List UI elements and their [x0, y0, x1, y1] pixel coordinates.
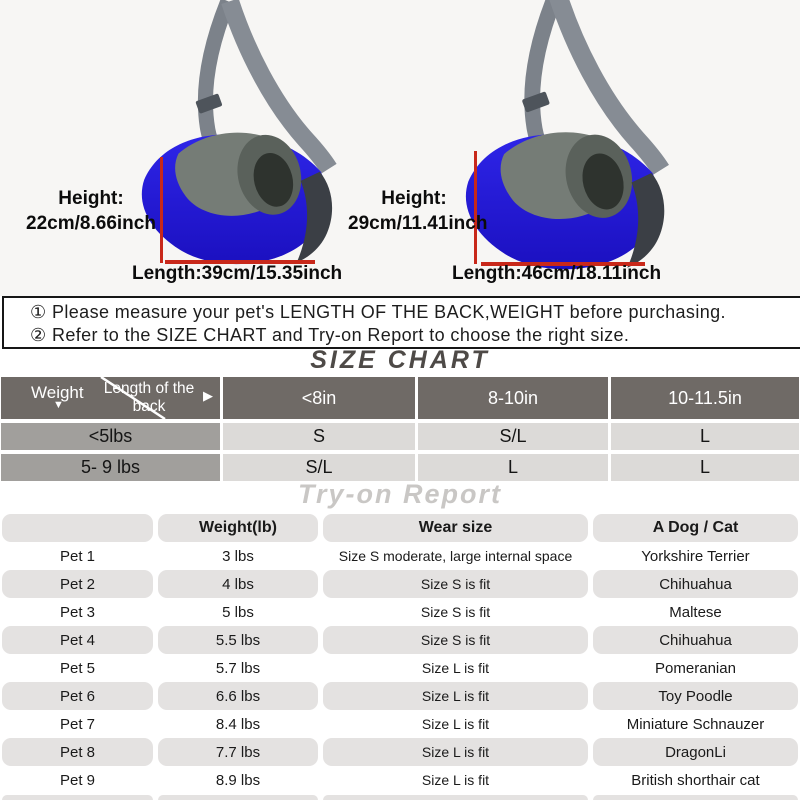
size-chart-cell: L [611, 454, 799, 481]
tryon-pet-wear-size: Size L is fit [323, 682, 588, 710]
size-chart-cell: L [418, 454, 608, 481]
height-label-large [348, 186, 488, 236]
size-chart-corner-cell [1, 377, 220, 419]
arrow-right-icon: ▶ [203, 388, 213, 403]
tryon-pet-breed: Pomeranian [593, 654, 798, 682]
tryon-pet-weight: 3 lbs [158, 542, 318, 570]
height-caption: Height: [58, 188, 124, 209]
tryon-pet-name: Pet 5 [2, 654, 153, 682]
tryon-pet-wear-size: Size L is fit [323, 766, 588, 794]
tryon-pet-name: Pet 3 [2, 598, 153, 626]
tryon-pet-wear-size: Size L is fit [323, 654, 588, 682]
size-chart-col-header: 8-10in [418, 377, 608, 419]
size-chart-cell: L [611, 423, 799, 450]
product-photos-section [0, 0, 800, 296]
size-chart-cell: S [223, 423, 415, 450]
tryon-pet-wear-size: Size L is fit [323, 738, 588, 766]
tryon-pet-name: Pet 1 [2, 542, 153, 570]
tryon-pet-weight: 5.5 lbs [158, 626, 318, 654]
clipped-cell [2, 795, 153, 800]
tryon-pet-breed: Toy Poodle [593, 682, 798, 710]
notice-line-1: ① Please measure your pet's LENGTH OF THE BACK,WEIGHT before purchasing. [30, 302, 726, 322]
tryon-pet-breed: Yorkshire Terrier [593, 542, 798, 570]
tryon-pet-weight: 7.7 lbs [158, 738, 318, 766]
tryon-pet-weight: 5 lbs [158, 598, 318, 626]
tryon-pet-breed: Maltese [593, 598, 798, 626]
height-value: 29cm/11.41inch [348, 213, 488, 234]
arrow-down-icon: ▼ [53, 399, 64, 411]
notice-line-2: ② Refer to the SIZE CHART and Try-on Report to choose the right size. [30, 325, 630, 345]
pet-sling-bag-large-photo [448, 0, 676, 292]
height-caption: Height: [381, 188, 447, 209]
tryon-pet-wear-size: Size S is fit [323, 570, 588, 598]
clipped-bottom-row [2, 795, 798, 800]
weight-axis-label: Weight [31, 383, 84, 402]
size-chart-col-header: <8in [223, 377, 415, 419]
size-chart-cell: S/L [223, 454, 415, 481]
tryon-pet-name: Pet 2 [2, 570, 153, 598]
tryon-header-wear-size: Wear size [323, 514, 588, 542]
size-chart-row-label: <5lbs [1, 423, 220, 450]
tryon-pet-breed: Chihuahua [593, 626, 798, 654]
height-value: 22cm/8.66inch [26, 213, 156, 234]
tryon-pet-breed: British shorthair cat [593, 766, 798, 794]
tryon-pet-name: Pet 6 [2, 682, 153, 710]
size-chart-table [1, 377, 799, 481]
tryon-pet-weight: 6.6 lbs [158, 682, 318, 710]
tryon-pet-wear-size: Size S moderate, large internal space [323, 542, 588, 570]
tryon-pet-weight: 8.9 lbs [158, 766, 318, 794]
tryon-pet-breed: DragonLi [593, 738, 798, 766]
length-label-small: Length:39cm/15.35inch [132, 263, 343, 284]
size-chart-title: SIZE CHART [310, 346, 490, 374]
tryon-pet-name: Pet 9 [2, 766, 153, 794]
tryon-pet-wear-size: Size L is fit [323, 710, 588, 738]
tryon-pet-wear-size: Size S is fit [323, 598, 588, 626]
tryon-pet-name: Pet 4 [2, 626, 153, 654]
clipped-cell [593, 795, 798, 800]
tryon-header-weight: Weight(lb) [158, 514, 318, 542]
tryon-pet-breed: Miniature Schnauzer [593, 710, 798, 738]
tryon-pet-wear-size: Size S is fit [323, 626, 588, 654]
tryon-pet-name: Pet 7 [2, 710, 153, 738]
height-label-small [20, 186, 162, 236]
size-chart-row-label: 5- 9 lbs [1, 454, 220, 481]
tryon-header-breed: A Dog / Cat [593, 514, 798, 542]
clipped-cell [323, 795, 588, 800]
length-label-large: Length:46cm/18.11inch [452, 263, 662, 284]
clipped-cell [158, 795, 318, 800]
tryon-pet-name: Pet 8 [2, 738, 153, 766]
size-chart-cell: S/L [418, 423, 608, 450]
tryon-pet-breed: Chihuahua [593, 570, 798, 598]
tryon-report-table [2, 514, 798, 794]
tryon-report-title: Try-on Report [297, 479, 502, 509]
tryon-pet-weight: 8.4 lbs [158, 710, 318, 738]
notice-box [2, 296, 800, 349]
tryon-pet-weight: 4 lbs [158, 570, 318, 598]
length-axis-label: Length of the back [103, 380, 195, 415]
tryon-pet-weight: 5.7 lbs [158, 654, 318, 682]
tryon-header-pet [2, 514, 153, 542]
size-chart-col-header: 10-11.5in [611, 377, 799, 419]
